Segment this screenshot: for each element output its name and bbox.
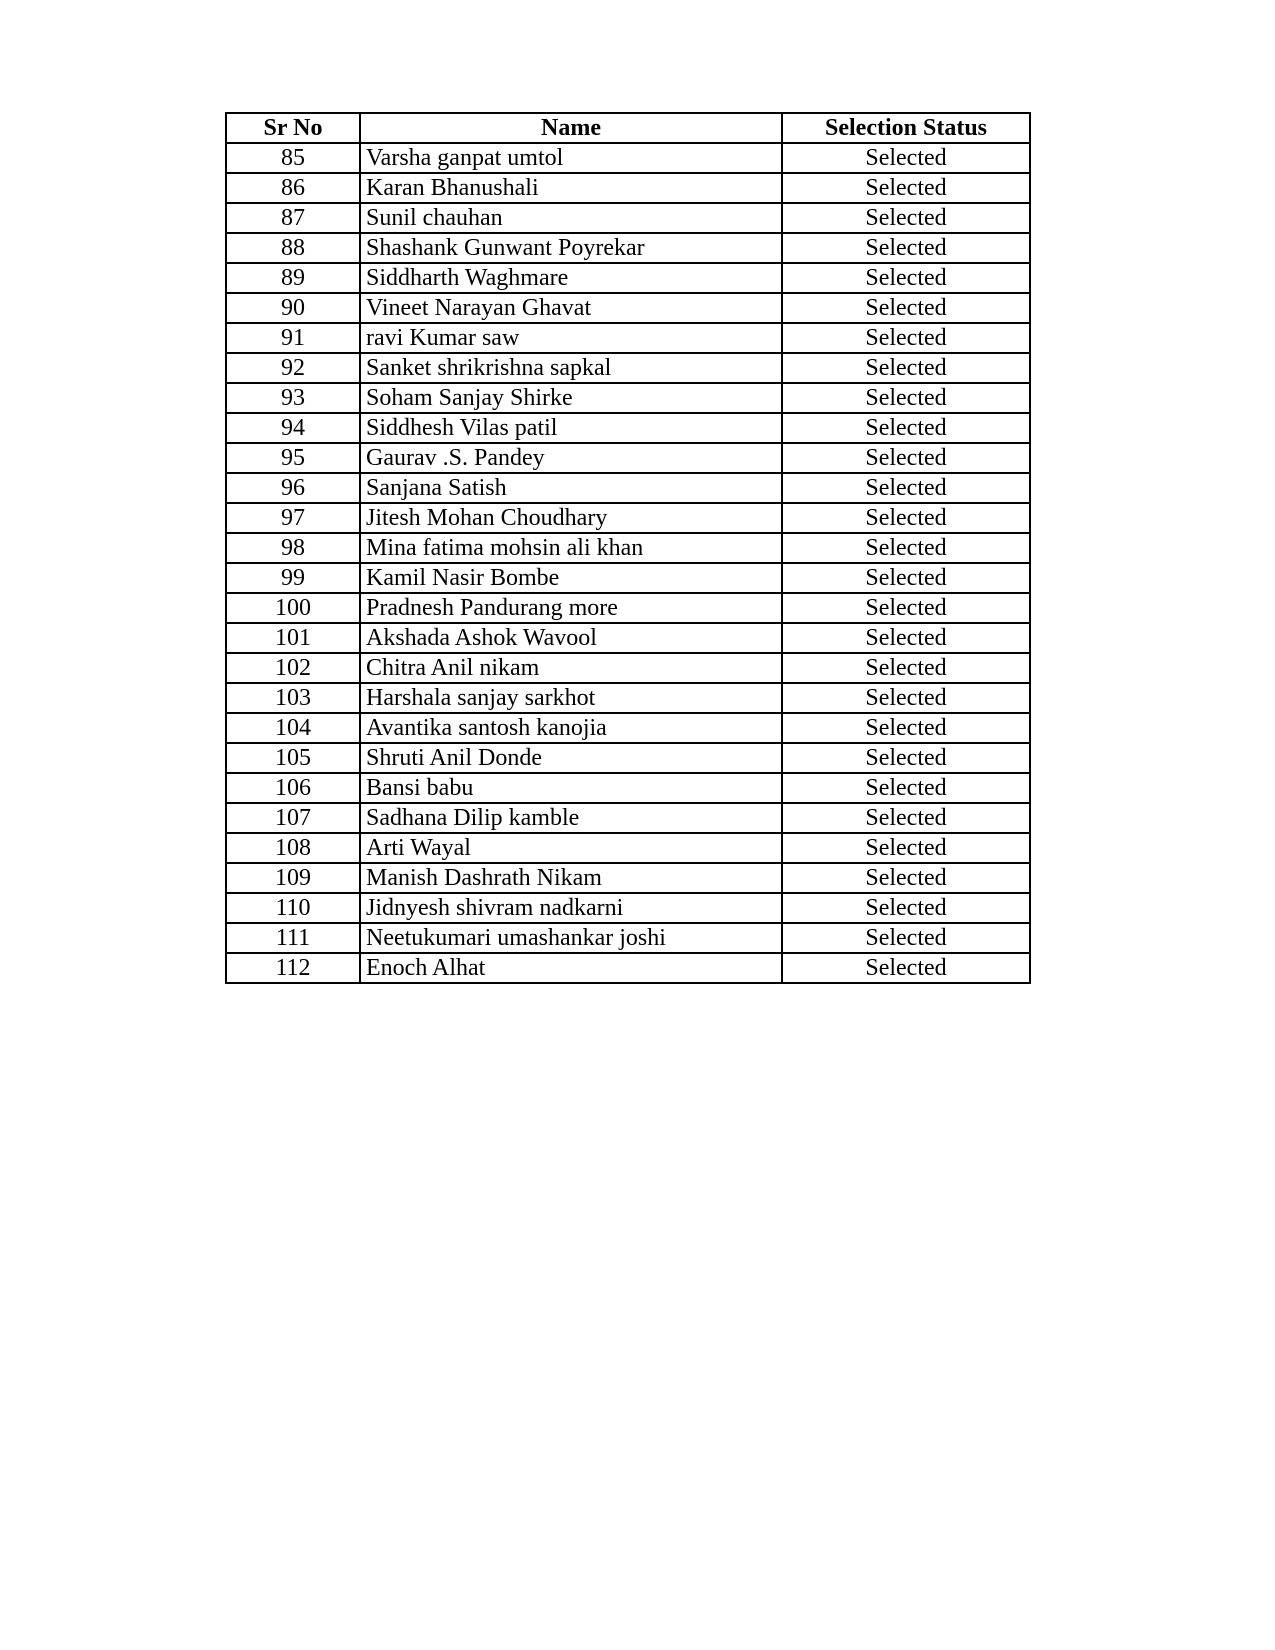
sr-no-cell: 106 (226, 773, 360, 803)
name-cell: Shruti Anil Donde (360, 743, 782, 773)
name-cell: Sunil chauhan (360, 203, 782, 233)
table-body (226, 143, 1030, 983)
table-row (226, 833, 1030, 863)
selection-status-cell: Selected (782, 293, 1030, 323)
name-cell: Arti Wayal (360, 833, 782, 863)
table-row (226, 443, 1030, 473)
selection-status-cell: Selected (782, 893, 1030, 923)
selection-status-cell: Selected (782, 803, 1030, 833)
selection-status-cell: Selected (782, 143, 1030, 173)
name-cell: Vineet Narayan Ghavat (360, 293, 782, 323)
sr-no-cell: 91 (226, 323, 360, 353)
sr-no-cell: 101 (226, 623, 360, 653)
table-row (226, 143, 1030, 173)
name-cell: Sadhana Dilip kamble (360, 803, 782, 833)
name-cell: Karan Bhanushali (360, 173, 782, 203)
selection-status-cell: Selected (782, 773, 1030, 803)
name-cell: Neetukumari umashankar joshi (360, 923, 782, 953)
table-row (226, 383, 1030, 413)
table-row (226, 203, 1030, 233)
name-cell: Siddhesh Vilas patil (360, 413, 782, 443)
name-cell: Manish Dashrath Nikam (360, 863, 782, 893)
sr-no-cell: 99 (226, 563, 360, 593)
selection-status-cell: Selected (782, 233, 1030, 263)
selection-status-cell: Selected (782, 323, 1030, 353)
sr-no-cell: 93 (226, 383, 360, 413)
table-row (226, 863, 1030, 893)
sr-no-cell: 105 (226, 743, 360, 773)
sr-no-cell: 98 (226, 533, 360, 563)
table-row (226, 683, 1030, 713)
name-cell: Varsha ganpat umtol (360, 143, 782, 173)
name-cell: Bansi babu (360, 773, 782, 803)
name-cell: Siddharth Waghmare (360, 263, 782, 293)
sr-no-cell: 100 (226, 593, 360, 623)
sr-no-cell: 90 (226, 293, 360, 323)
table-row (226, 503, 1030, 533)
table-row (226, 173, 1030, 203)
sr-no-cell: 94 (226, 413, 360, 443)
selection-status-cell: Selected (782, 863, 1030, 893)
name-cell: Sanket shrikrishna sapkal (360, 353, 782, 383)
name-cell: Akshada Ashok Wavool (360, 623, 782, 653)
sr-no-cell: 110 (226, 893, 360, 923)
table-row (226, 413, 1030, 443)
table-row (226, 263, 1030, 293)
sr-no-cell: 107 (226, 803, 360, 833)
selection-status-cell: Selected (782, 203, 1030, 233)
selection-status-cell: Selected (782, 473, 1030, 503)
selection-status-cell: Selected (782, 713, 1030, 743)
sr-no-cell: 112 (226, 953, 360, 983)
name-cell: Mina fatima mohsin ali khan (360, 533, 782, 563)
selection-status-cell: Selected (782, 653, 1030, 683)
table-row (226, 323, 1030, 353)
selection-status-cell: Selected (782, 383, 1030, 413)
table-row (226, 623, 1030, 653)
sr-no-cell: 88 (226, 233, 360, 263)
table-row (226, 773, 1030, 803)
sr-no-cell: 96 (226, 473, 360, 503)
name-cell: Enoch Alhat (360, 953, 782, 983)
sr-no-cell: 87 (226, 203, 360, 233)
header-sr-no: Sr No (226, 113, 360, 143)
table-row (226, 473, 1030, 503)
name-cell: Gaurav .S. Pandey (360, 443, 782, 473)
sr-no-cell: 103 (226, 683, 360, 713)
table-row (226, 563, 1030, 593)
name-cell: Sanjana Satish (360, 473, 782, 503)
selection-status-cell: Selected (782, 563, 1030, 593)
sr-no-cell: 95 (226, 443, 360, 473)
name-cell: Avantika santosh kanojia (360, 713, 782, 743)
selection-table (225, 112, 1031, 984)
selection-status-cell: Selected (782, 833, 1030, 863)
header-row (226, 113, 1030, 143)
table-row (226, 233, 1030, 263)
header-name: Name (360, 113, 782, 143)
table-row (226, 353, 1030, 383)
header-selection-status: Selection Status (782, 113, 1030, 143)
name-cell: Kamil Nasir Bombe (360, 563, 782, 593)
sr-no-cell: 104 (226, 713, 360, 743)
table-row (226, 743, 1030, 773)
selection-status-cell: Selected (782, 743, 1030, 773)
table-row (226, 593, 1030, 623)
selection-status-cell: Selected (782, 173, 1030, 203)
name-cell: Jidnyesh shivram nadkarni (360, 893, 782, 923)
sr-no-cell: 102 (226, 653, 360, 683)
name-cell: Jitesh Mohan Choudhary (360, 503, 782, 533)
table-row (226, 953, 1030, 983)
sr-no-cell: 86 (226, 173, 360, 203)
selection-status-cell: Selected (782, 263, 1030, 293)
selection-status-cell: Selected (782, 353, 1030, 383)
table-row (226, 923, 1030, 953)
selection-status-cell: Selected (782, 503, 1030, 533)
selection-status-cell: Selected (782, 923, 1030, 953)
sr-no-cell: 109 (226, 863, 360, 893)
sr-no-cell: 89 (226, 263, 360, 293)
selection-status-cell: Selected (782, 623, 1030, 653)
table-row (226, 653, 1030, 683)
selection-status-cell: Selected (782, 593, 1030, 623)
sr-no-cell: 85 (226, 143, 360, 173)
selection-status-cell: Selected (782, 413, 1030, 443)
table-row (226, 713, 1030, 743)
sr-no-cell: 108 (226, 833, 360, 863)
name-cell: Pradnesh Pandurang more (360, 593, 782, 623)
table-row (226, 803, 1030, 833)
sr-no-cell: 92 (226, 353, 360, 383)
selection-status-cell: Selected (782, 683, 1030, 713)
table-row (226, 533, 1030, 563)
selection-status-cell: Selected (782, 533, 1030, 563)
table-row (226, 893, 1030, 923)
selection-status-cell: Selected (782, 953, 1030, 983)
selection-list (225, 112, 1031, 984)
sr-no-cell: 111 (226, 923, 360, 953)
name-cell: Soham Sanjay Shirke (360, 383, 782, 413)
name-cell: Chitra Anil nikam (360, 653, 782, 683)
name-cell: ravi Kumar saw (360, 323, 782, 353)
selection-status-cell: Selected (782, 443, 1030, 473)
sr-no-cell: 97 (226, 503, 360, 533)
name-cell: Harshala sanjay sarkhot (360, 683, 782, 713)
name-cell: Shashank Gunwant Poyrekar (360, 233, 782, 263)
table-row (226, 293, 1030, 323)
